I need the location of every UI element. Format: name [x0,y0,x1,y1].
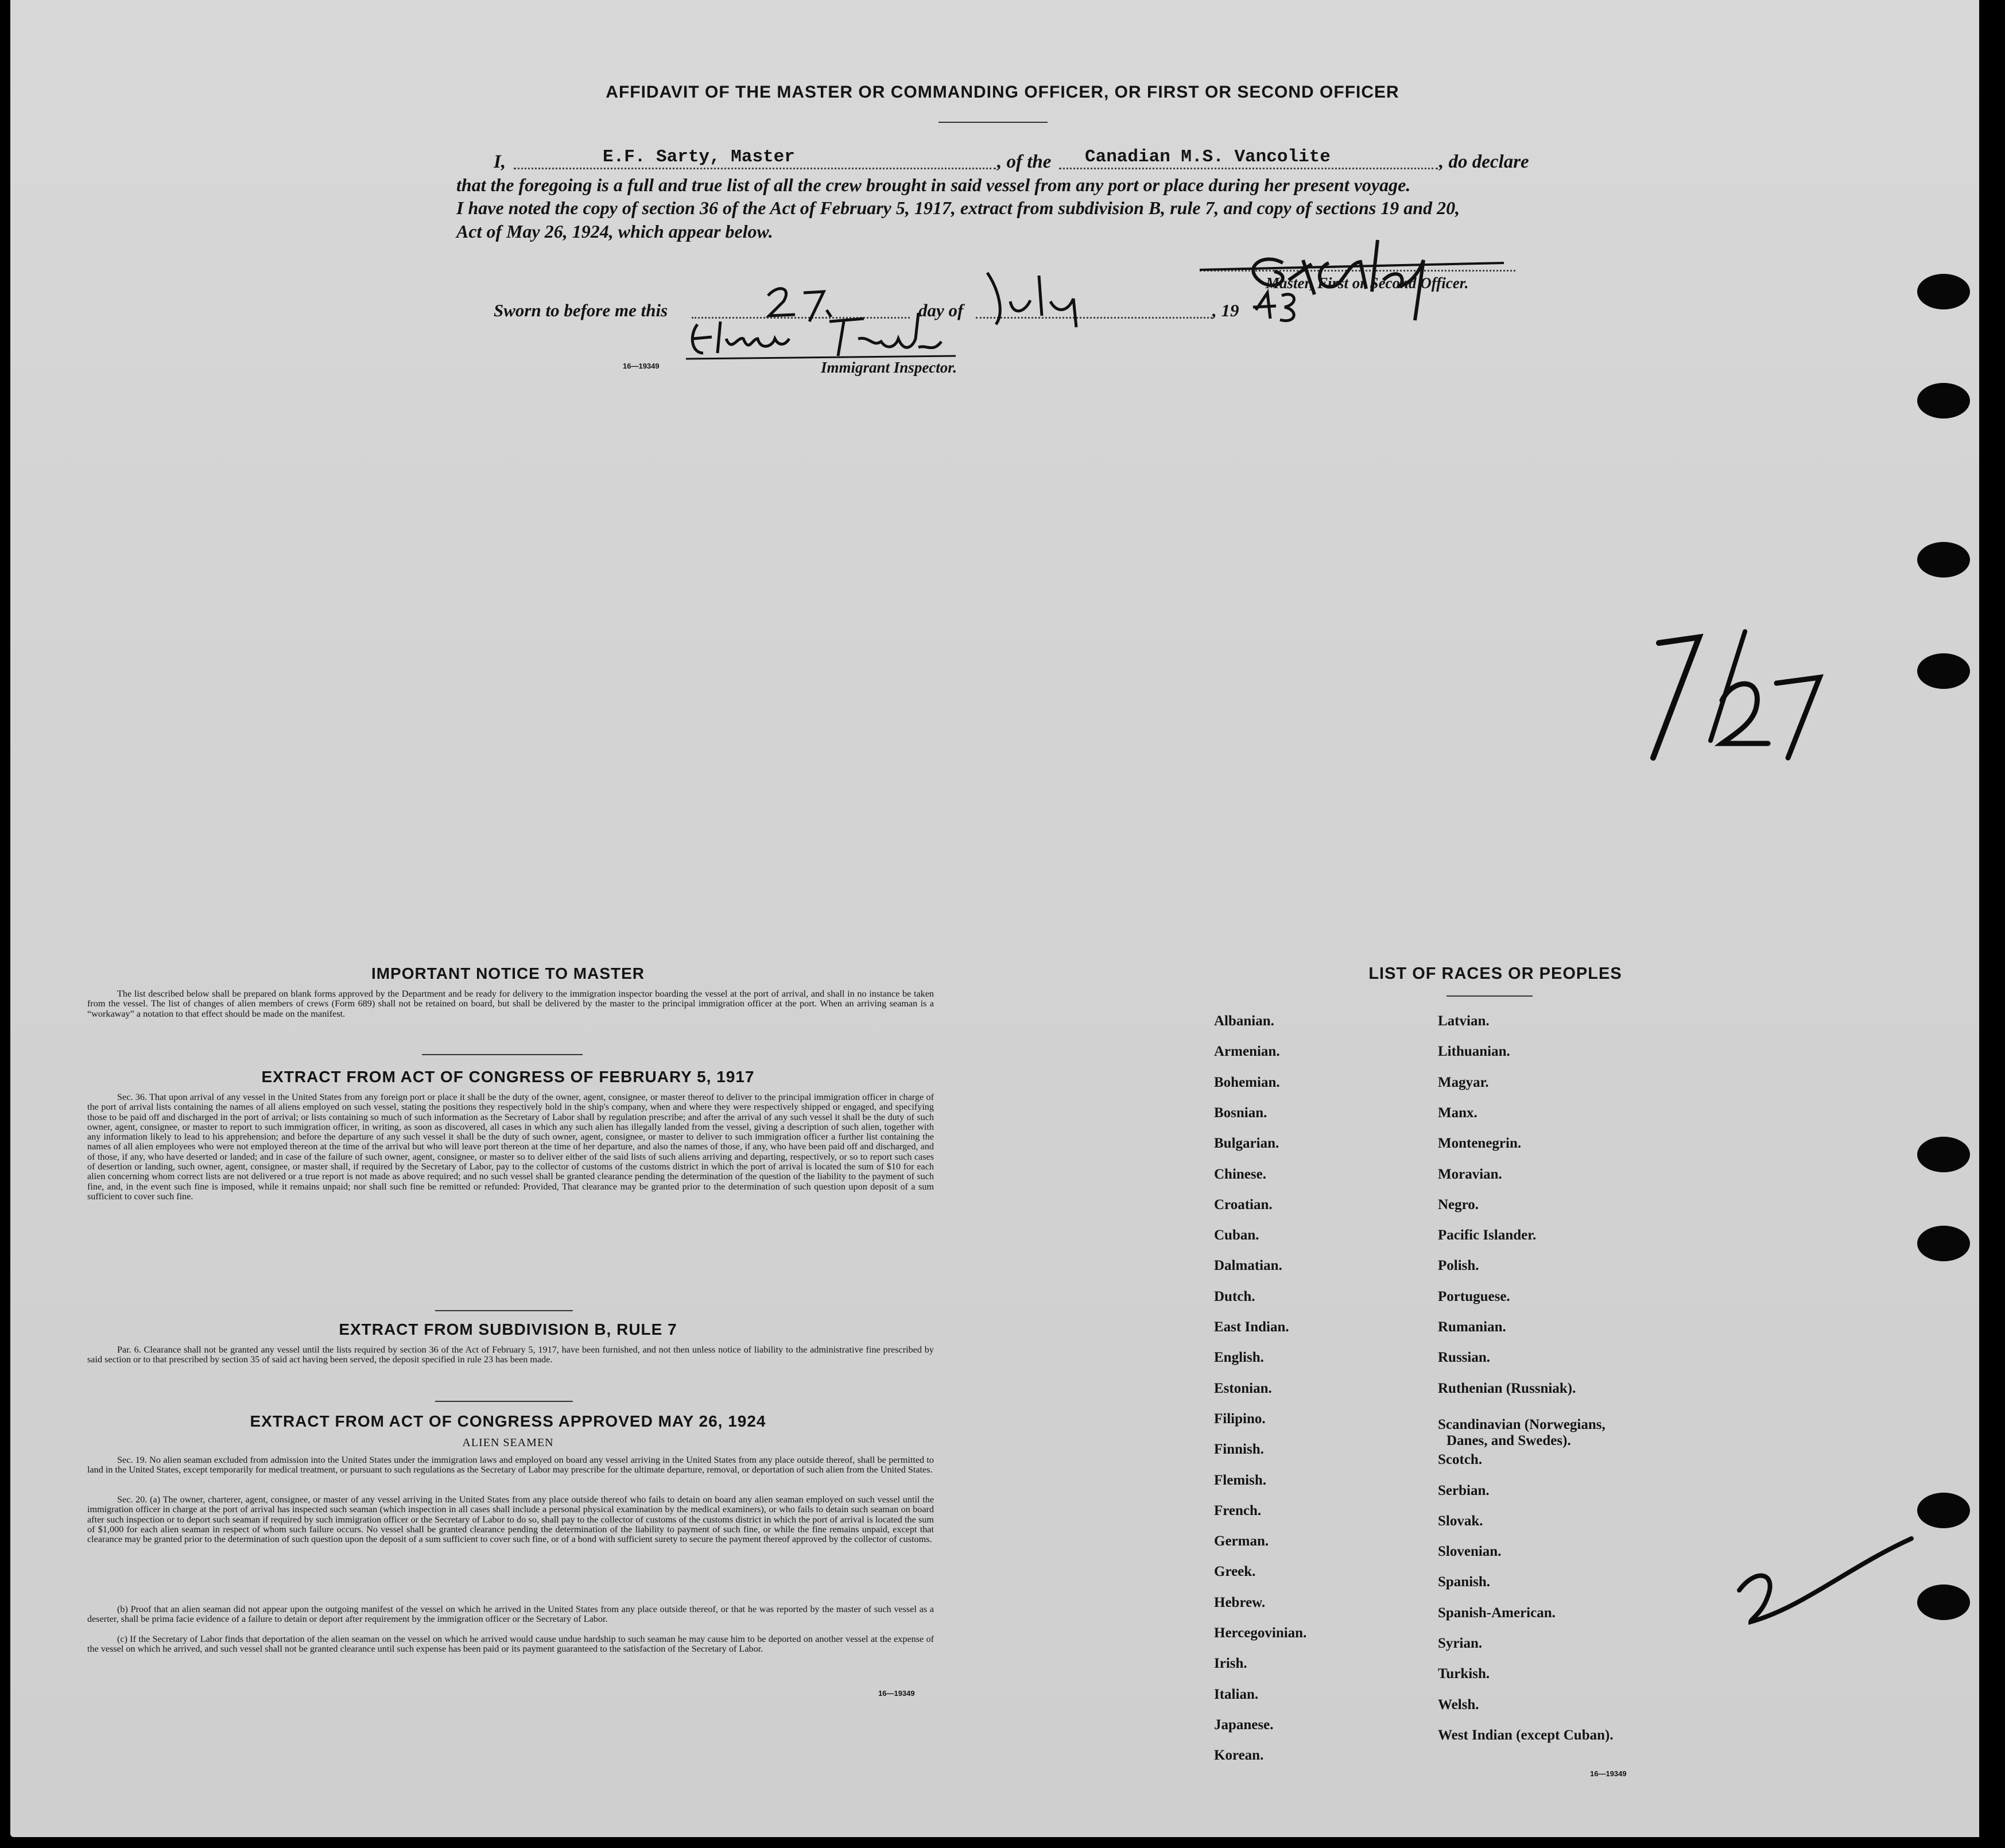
vessel-name-blank [1059,168,1438,169]
race-item: Dalmatian. [1214,1258,1282,1274]
race-item: English. [1214,1350,1264,1366]
binder-hole [1917,1226,1970,1261]
race-item: Hercegovinian. [1214,1625,1307,1641]
extract-1924-sec20a: Sec. 20. (a) The owner, charterer, agent, consignee, or master of any vessel arriving in the United States from any place outside thereof who fails to detain on board any alien seaman employed on such vessel until the immigration officer in charge at the port of arrival has inspected such seaman (which inspection in all cases shall include a personal physical examination by the medical examiners), or who fails to detain such seaman on board after such inspection or to deport such seaman if required by such immigration officer or the Secretary of Labor to do so, shall pay to the collector of customs of the customs district in which the port of arrival is located the sum of $1,000 for each alien seaman in respect of whom such failure occurs. No vessel shall be granted clearance pending the determination of the liability to payment of such fine, or while the fine remains unpaid, except that clearance may be granted prior to the determination of such question upon the deposit of a sum sufficient to cover such fine, or of a bond with sufficient surety to secure the payment thereof approved by the collector of customs. [87,1494,934,1545]
race-item: Welsh. [1438,1696,1479,1713]
title-divider [938,122,1048,123]
affidavit-line-2: that the foregoing is a full and true list of all the crew brought in said vessel from any port or place during her present voyage. [456,175,1411,195]
affidavit-title: AFFIDAVIT OF THE MASTER OR COMMANDING OFFICER, OR FIRST OR SECOND OFFICER [606,83,1399,102]
race-item: Montenegrin. [1438,1136,1522,1152]
race-item: Russian. [1438,1350,1491,1366]
master-name-blank [514,168,996,169]
race-item: Portuguese. [1438,1288,1510,1304]
race-item: Slovak. [1438,1513,1483,1529]
sworn-year-prefix: , 19 [1212,300,1239,320]
affidavit-line-1-prefix: I, [494,152,506,172]
extract-rule7-text: Par. 6. Clearance shall not be granted any vessel until the lists required by section 36 of the Act of February 5, 1917, have been furnished, and not then unless notice of liability to the administrative fine prescribed by said section or to that prescribed by section 35 of said act having been served, the deposit specified in rule 23 has been made. [87,1345,934,1365]
notice-title: IMPORTANT NOTICE TO MASTER [371,964,645,982]
extract-1917-text: Sec. 36. That upon arrival of any vessel in the United States from any foreign port or place it shall be the duty of the owner, agent, consignee, or master thereof to deliver to the principal immigration officer in charge of the port of arrival lists containing the names of all aliens employed on such vessel, stating the positions they respectively hold in the ship's company, when and where they were respectively shipped or engaged, and specifying those to be paid off and discharged in the port of arrival; or lists containing so much of such information as the Secretary of Labor shall by regulation prescribe; and after the arrival of any such vessel it shall be the duty of such owner, agent, consignee, or master to report to such immigration officer, in writing, as soon as discovered, all cases in which any such alien has illegally landed from the vessel, giving a description of such alien, together with any information likely to lead to his apprehension; and before the departure of any such vessel it shall be the duty of such owner, agent, consignee, or master to deliver to such immigration officer a further list containing the names of all alien employees who were not employed thereon at the time of the arrival but who will leave port thereon at the time of her departure, and also the names of those, if any, who have been paid off and discharged, and of those, if any, who have deserted or landed; and in case of the failure of such owner, agent, consignee, or master so to deliver either of the said lists of such aliens arriving and departing, respectively, or so to report such cases of desertion or landing, such owner, agent, consignee, or master shall, if required by the Secretary of Labor, pay to the collector of customs of the customs district in which the port of arrival is located the sum of $10 for each alien concerning whom correct lists are not delivered or a true report is not made as above required; and no such vessel shall be granted clearance pending the determination of the question of the liability to the payment of such fine, and, in the event such fine is imposed, while it remains unpaid; nor shall such fine be remitted or refunded: Provided, That clearance may be granted prior to the determination of such question upon deposit of a sum sufficient to cover such fine. [87,1092,934,1202]
binder-hole [1917,1137,1970,1172]
section-divider [435,1401,573,1402]
race-item: Spanish-American. [1438,1605,1556,1621]
race-item: Serbian. [1438,1482,1490,1498]
extract-1924-title: EXTRACT FROM ACT OF CONGRESS APPROVED MAY 26, 1924 [250,1412,766,1430]
left-form-number: 16—19349 [878,1689,915,1698]
extract-1924-sec19: Sec. 19. No alien seaman excluded from admission into the United States under the immigration laws and employed on board any vessel arriving in the United States from any place outside thereof, shall be permitted to land in the United States, except temporarily for medical treatment, or pursuant to such regulations as the Secretary of Labor may prescribe for the ultimate departure, removal, or deportation of such alien from the United States. [87,1455,934,1475]
race-item: West Indian (except Cuban). [1438,1727,1614,1743]
extract-1924-subtitle: ALIEN SEAMEN [462,1436,554,1449]
race-item: Scandinavian (Norwegians, [1438,1416,1605,1432]
race-item: Dutch. [1214,1288,1255,1304]
affidavit-line-1-mid: , of the [997,152,1052,172]
handwritten-date-note [1619,620,1837,769]
affidavit-line-3: I have noted the copy of section 36 of the Act of February 5, 1917, extract from subdivision B, rule 7, and copy of sections 19 and 20, [456,197,1460,218]
section-divider [422,1054,583,1055]
race-item: Lithuanian. [1438,1044,1510,1060]
race-item: Japanese. [1214,1717,1274,1733]
inspector-caption: Immigrant Inspector. [821,359,957,376]
race-item: Bosnian. [1214,1105,1267,1121]
race-item: Albanian. [1214,1013,1274,1029]
vessel-name: Canadian M.S. Vancolite [1085,147,1331,167]
extract-1924-sec20c: (c) If the Secretary of Labor finds that deportation of the alien seaman on the vessel on which he arrived would cause undue hardship to such seaman he may cause him to be deported on another vessel at the expense of the vessel on which he arrived, and such vessel shall not be granted clearance until such expense has been paid or its payment guaranteed to the satisfaction of the Secretary of Labor. [87,1634,934,1655]
race-item: Flemish. [1214,1472,1266,1488]
race-item: Syrian. [1438,1636,1483,1651]
race-item: Ruthenian (Russniak). [1438,1380,1576,1396]
race-item: Estonian. [1214,1380,1272,1396]
race-item: Korean. [1214,1748,1264,1764]
binder-hole [1917,653,1970,689]
race-item: Irish. [1214,1656,1247,1672]
master-signature-caption: Master, First or Second Officer. [1266,274,1469,292]
race-item: Danes, and Swedes). [1446,1432,1571,1448]
handwritten-corner-mark [1733,1521,1917,1636]
handwritten-year [1250,284,1302,330]
race-item: Hebrew. [1214,1594,1266,1610]
race-item: Italian. [1214,1686,1259,1702]
binder-hole [1917,1493,1970,1528]
binder-hole [1917,542,1970,578]
race-item: Armenian. [1214,1044,1280,1060]
race-item: German. [1214,1533,1269,1549]
race-item: Polish. [1438,1258,1479,1274]
race-item: Pacific Islander. [1438,1227,1537,1243]
race-item: Greek. [1214,1564,1256,1580]
section-divider [435,1310,573,1311]
race-item: Rumanian. [1438,1319,1506,1335]
race-item: Finnish. [1214,1442,1264,1458]
race-item: Latvian. [1438,1013,1490,1029]
race-item: Turkish. [1438,1666,1490,1682]
affidavit-form-number: 16—19349 [623,362,660,370]
race-item: Moravian. [1438,1166,1502,1182]
race-item: Manx. [1438,1105,1477,1121]
affidavit-line-1-suffix: , do declare [1439,152,1529,172]
race-item: Negro. [1438,1196,1479,1212]
race-item: Chinese. [1214,1166,1266,1182]
affidavit-line-4: Act of May 26, 1924, which appear below. [456,221,773,242]
race-item: Filipino. [1214,1411,1266,1427]
race-item: Spanish. [1438,1574,1491,1590]
extract-1917-title: EXTRACT FROM ACT OF CONGRESS OF FEBRUARY 5, 1917 [261,1068,755,1086]
binder-hole [1917,274,1970,309]
binder-hole [1917,1584,1970,1620]
race-item: Magyar. [1438,1074,1489,1090]
races-title: LIST OF RACES OR PEOPLES [1368,964,1622,983]
race-item: Bulgarian. [1214,1136,1279,1152]
sworn-day-word: day of [918,300,964,320]
sworn-prefix: Sworn to before me this [494,300,668,320]
notice-text: The list described below shall be prepared on blank forms approved by the Department and be ready for delivery to the immigration inspector boarding the vessel at the port of arrival, and shall in no instance be taken from the vessel. The list of changes of alien members of crews (Form 689) shall not be retained on board, but shall be delivered by the master to the principal immigration officer at the port. When an arriving seaman is a “workaway” a notation to that effect should be made on the manifest. [87,989,934,1019]
race-item: Croatian. [1214,1196,1273,1212]
master-name: E.F. Sarty, Master [603,147,795,167]
race-item: Cuban. [1214,1227,1259,1243]
race-item: Scotch. [1438,1452,1483,1468]
binder-hole [1917,383,1970,419]
extract-1924-sec20b: (b) Proof that an alien seaman did not appear upon the outgoing manifest of the vessel on which he arrived in the United States from any place outside thereof, or that he was reported by the master of such vessel as a deserter, shall be prima facie evidence of a failure to detain or deport after requirement by the immigration officer or the Secretary of Labor. [87,1604,934,1625]
extract-rule7-title: EXTRACT FROM SUBDIVISION B, RULE 7 [339,1320,677,1338]
race-item: Slovenian. [1438,1544,1502,1560]
races-form-number: 16—19349 [1590,1769,1627,1778]
race-item: Bohemian. [1214,1074,1280,1090]
race-item: East Indian. [1214,1319,1289,1335]
race-item: French. [1214,1502,1262,1518]
races-divider [1446,995,1533,997]
